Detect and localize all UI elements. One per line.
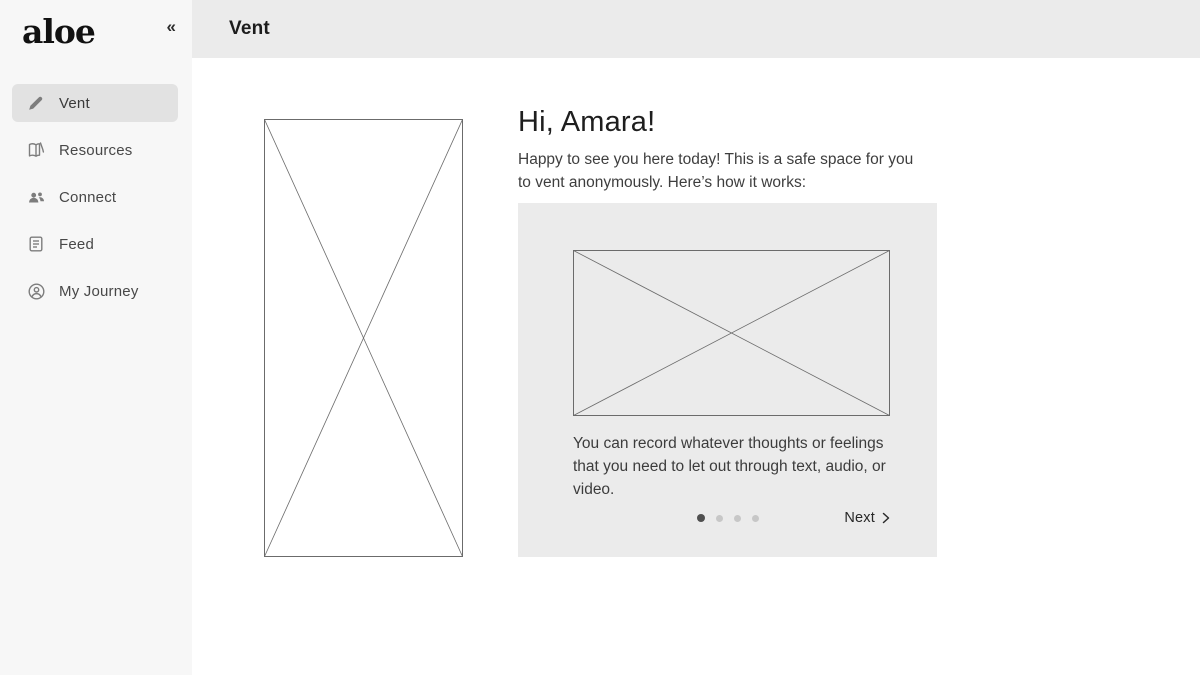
slide-text: You can record whatever thoughts or feelings that you need to let out through text, audio, or video.	[573, 435, 886, 498]
sidebar-item-label: Connect	[59, 188, 117, 206]
sidebar-item-label: Vent	[59, 94, 90, 112]
hero-placeholder-image	[264, 119, 463, 557]
main-content	[192, 58, 1200, 675]
book-icon	[26, 140, 46, 160]
sidebar-item-vent[interactable]	[12, 84, 178, 122]
sidebar-item-label: My Journey	[59, 282, 139, 300]
carousel-dot-2[interactable]	[716, 515, 723, 522]
next-button[interactable]	[844, 510, 891, 526]
person-circle-icon	[26, 281, 46, 301]
pencil-icon	[26, 93, 46, 113]
intro-text: Happy to see you here today! This is a safe space for you to vent anonymously. Here’s how it works:	[518, 151, 914, 191]
document-icon	[26, 234, 46, 254]
page-header	[192, 0, 1200, 58]
sidebar	[0, 0, 192, 675]
next-button-label: Next	[844, 510, 875, 526]
collapse-sidebar-icon[interactable]: «	[166, 17, 174, 36]
slide-placeholder-image	[573, 250, 890, 416]
app-logo: aloe	[22, 12, 95, 51]
carousel-dot-1[interactable]	[697, 514, 705, 522]
people-icon	[26, 187, 46, 207]
chevron-right-icon	[881, 512, 891, 524]
sidebar-item-resources[interactable]	[12, 131, 178, 169]
carousel-dot-4[interactable]	[752, 515, 759, 522]
sidebar-item-feed[interactable]	[12, 225, 178, 263]
sidebar-header	[0, 0, 192, 58]
sidebar-item-label: Feed	[59, 235, 94, 253]
carousel-dots	[697, 514, 759, 522]
page-title: Vent	[229, 18, 270, 39]
greeting-heading: Hi, Amara!	[518, 106, 656, 138]
carousel-dot-3[interactable]	[734, 515, 741, 522]
sidebar-nav	[12, 84, 178, 319]
carousel-footer	[518, 509, 937, 527]
sidebar-item-my-journey[interactable]	[12, 272, 178, 310]
sidebar-item-connect[interactable]	[12, 178, 178, 216]
sidebar-item-label: Resources	[59, 141, 133, 159]
onboarding-carousel-card	[518, 203, 937, 557]
